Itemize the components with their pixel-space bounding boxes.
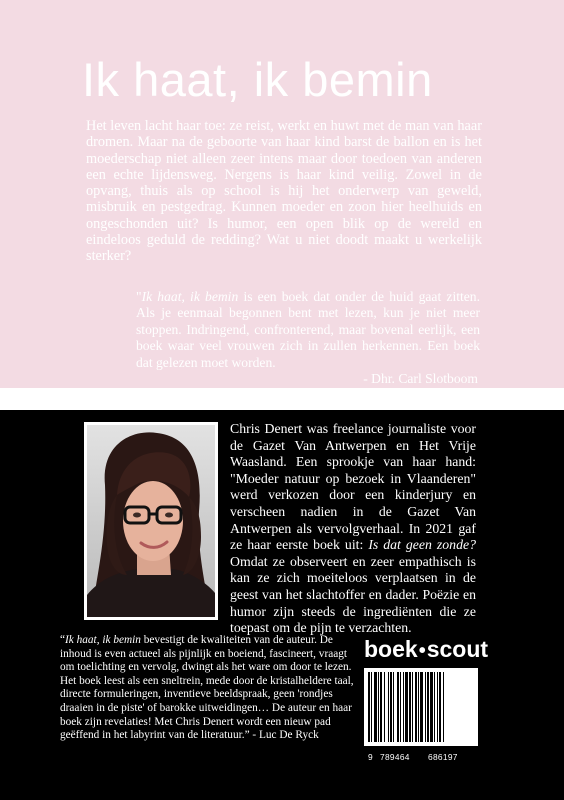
- front-review: [136, 289, 480, 387]
- barcode-bar: [405, 672, 408, 742]
- author-bio-text-2: Omdat ze observeert en zeer empathisch is kan ze zich moeiteloos verplaatsen in de geest van het slachtoffer en dader. Poëzie en humor zijn steeds de ingrediënten die ze toepast om de pijn te verzachten.: [230, 553, 476, 636]
- publisher-logo: [364, 636, 489, 662]
- publisher-logo-dot: •: [418, 640, 426, 662]
- barcode-bar: [409, 672, 411, 742]
- barcode-bar: [388, 672, 389, 742]
- back-review-signature: - Luc De Ryck: [249, 729, 319, 742]
- back-review: “Ik haat, ik bemin bevestigt de kwaliteiten van de auteur. De inhoud is even actueel als pijnlijk en boeiend, fascineert, vraagt om toelichting en vervolg, dwingt als het ware om door te lezen. Het boek leest als een sneltrein, mede door de kristalheldere taal, directe formuleringen, inventieve beeldspraak, geen 'rondjes draaien in de piste' of barokke uitweidingen… De auteur en haar boek zijn revelaties! Met Chris Denert wordt een nieuw pad geëffend in het labyrint van de literatuur.” - Luc De Ryck: [60, 634, 354, 742]
- barcode-bar: [427, 672, 429, 742]
- isbn-digit-prefix: 9: [368, 752, 373, 762]
- book-blurb: Het leven lacht haar toe: ze reist, werkt en huwt met de man van haar dromen. Maar na de geboorte van haar kind barst de ballon en is het moederschap niet alleen zeer intens maar door toedoen van anderen een echte lijdensweg. Nergens is haar kind veilig. Zowel in de opvang, thuis als op school is hij het onderwerp van geweld, misbruik en pestgedrag. Kunnen moeder en zoon hier heelhuids en ongeschonden uit? Is humor, een open blik op de wereld en eindeloos geduld de redding? Wat u niet doodt maakt u werkelijk sterker?: [86, 118, 482, 265]
- barcode-bar: [393, 672, 394, 742]
- author-bio: [230, 421, 476, 637]
- white-divider-band: [0, 388, 564, 410]
- barcode-bar: [380, 672, 382, 742]
- barcode-bar: [403, 672, 404, 742]
- front-review-text: is een boek dat onder de huid gaat zitten. Als je eenmaal begonnen bent met lezen, kun je niet meer stoppen. Indringend, confronterend, maar bovenal eerlijk, een boek waar veel vrouwen zich in zullen herkennen. Een boek dat gelezen moet worden.: [136, 289, 481, 370]
- barcode-bar: [378, 672, 379, 742]
- barcode-bar: [368, 672, 370, 742]
- isbn-digit-group-left: 789464: [380, 752, 410, 762]
- barcode-bar: [439, 672, 441, 742]
- barcode-bar: [412, 672, 413, 742]
- barcode-bar: [425, 672, 426, 742]
- barcode-bar: [374, 672, 377, 742]
- publisher-logo-left: boek: [364, 636, 418, 662]
- barcode-bar: [415, 672, 417, 742]
- author-portrait-illustration: [87, 425, 215, 617]
- back-review-book-title: Ik haat, ik bemin: [65, 634, 141, 646]
- barcode-bar: [430, 672, 433, 742]
- barcode-bar: [437, 672, 438, 742]
- barcode-bar: [420, 672, 423, 742]
- barcode-bar: [384, 672, 385, 742]
- isbn-barcode: [364, 668, 478, 746]
- author-photo: [84, 422, 218, 620]
- isbn-digits: [368, 752, 480, 762]
- barcode-bar: [418, 672, 419, 742]
- front-review-signature: - Dhr. Carl Slotboom: [363, 371, 478, 387]
- isbn-digit-group-right: 686197: [428, 752, 458, 762]
- barcode-bars: [364, 668, 478, 746]
- barcode-bar: [390, 672, 392, 742]
- barcode-bar: [443, 672, 444, 742]
- front-review-book-title: Ik haat, ik bemin: [141, 289, 239, 304]
- author-bio-text: Chris Denert was freelance journaliste voor de Gazet Van Antwerpen en Het Vrije Waasland. Een sprookje van haar hand: "Moeder natuur op bezoek in Vlaanderen" werd verkozen door een kinderjury en verscheen nadien in de Gazet Van Antwerpen als vervolgverhaal. In 2021 gaf ze haar eerste boek uit:: [230, 421, 476, 553]
- barcode-bar: [397, 672, 399, 742]
- front-review-quote: "Ik haat, ik bemin is een boek dat onder de huid gaat zitten. Als je eenmaal begonnen bent met lezen, kun je niet meer stoppen. Indringend, confronterend, maar bovenal eerlijk, een boek waar veel vrouwen zich in zullen herkennen. Een boek dat gelezen moet worden.: [136, 289, 481, 370]
- book-title: Ik haat, ik bemin: [82, 53, 433, 106]
- barcode-bar: [434, 672, 435, 742]
- publisher-logo-right: scout: [426, 636, 489, 662]
- barcode-bar: [400, 672, 401, 742]
- barcode-bar: [371, 672, 372, 742]
- back-review-text: bevestigt de kwaliteiten van de auteur. De inhoud is even actueel als pijnlijk en boeiend, fascineert, vraagt om toelichting en vervolg, dwingt als het ware om door te lezen. Het boek leest als een sneltrein, mede door de kristalheldere taal, directe formuleringen, inventieve beeldspraak, geen 'rondjes draaien in de piste' of barokke uitweidingen… De auteur en haar boek zijn revelaties! Met Chris Denert wordt een nieuw pad geëffend in het labyrint van de literatuur.: [60, 634, 354, 742]
- author-previous-book-title: Is dat geen zonde?: [368, 537, 476, 553]
